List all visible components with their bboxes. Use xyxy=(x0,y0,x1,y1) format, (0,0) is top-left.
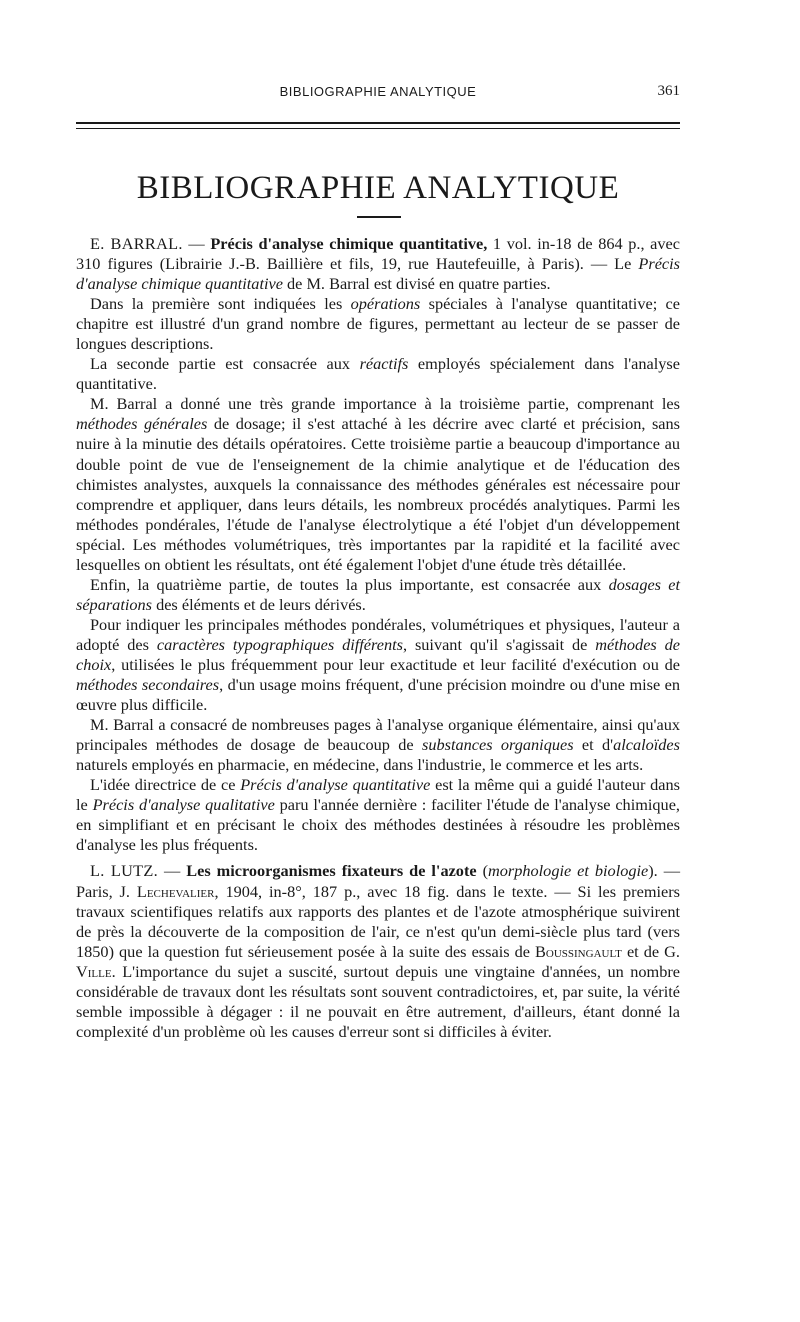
text-run: , suivant qu'il s'agissait de xyxy=(402,634,596,654)
text-run: paru l'année dernière : faciliter l'étude de l'analyse chimique, en simplifiant et en précisant le choix des méthodes destinées à résoudre les problèmes d'analyse les plus fréquents. xyxy=(76,795,680,855)
entry-details-end: de M. Barral est divisé en quatre parties. xyxy=(282,274,551,294)
italic-run: dosages et séparations xyxy=(76,574,681,614)
paragraph-first-part xyxy=(76,294,680,354)
text-run: M. Barral a consacré de nombreuses pages à l'analyse organique élémentaire, ainsi qu'aux principales méthodes de dosage de beaucoup de xyxy=(76,715,680,755)
section-title: BIBLIOGRAPHIE ANALYTIQUE xyxy=(136,170,620,206)
text-run: , 1904, in-8°, 187 p., avec 18 fig. dans le texte. — Si les premiers travaux scientifiques relatifs aux rapports des plantes et de l'azote atmosphérique suivirent de près la découverte de la composition de l'air, ce n'est qu'un demi-siècle plus tard (vers 1850) que la question fut sérieusement posée à la suite des essais de xyxy=(76,881,681,961)
title-underline xyxy=(357,216,401,218)
text-run: L'idée directrice de ce xyxy=(90,775,241,795)
italic-run: réactifs xyxy=(359,354,409,374)
person-name: Ville xyxy=(76,961,112,981)
running-header xyxy=(76,80,680,104)
text-run: et de G. xyxy=(621,941,680,961)
italic-run: Précis d'analyse qualitative xyxy=(92,795,275,815)
text-run: ). — Paris, J. xyxy=(76,861,681,901)
text-run: spéciales à l'analyse quantitative; ce chapitre est illustré d'un grand nombre de figures, permettant au lecteur de se passer de longues descriptions. xyxy=(76,294,680,354)
text-run: est la même qui a guidé l'auteur dans le xyxy=(76,775,680,815)
header-rule-thin xyxy=(76,128,680,129)
text-run: La seconde partie est consacrée aux xyxy=(90,354,360,374)
text-run: employés spécialement dans l'analyse quantitative. xyxy=(76,354,680,394)
entry-details: 1 vol. in-18 de 864 p., avec 310 figures (Librairie J.-B. Baillière et fils, 19, rue Hautefeuille, à Paris). — Le xyxy=(76,234,681,274)
paragraph-organic-analysis xyxy=(76,715,680,775)
italic-run: caractères typographiques différents xyxy=(156,634,403,654)
text-run: . L'importance du sujet a suscité, surtout depuis une vingtaine d'années, un nombre considérable de travaux dont les résultats sont souvent contradictoires, et, par suite, la vérité semble impossible à dégager : il ne pouvait en être autrement, d'ailleurs, étant donné la complexité d'un problème où les causes d'erreur sont si difficiles à éviter. xyxy=(76,961,680,1041)
article-body xyxy=(76,234,680,1042)
entry-lutz: L. LUTZ. — Les microorganismes fixateurs de l'azote (morphologie et biologie). — Paris, J. Lechevalier, 1904, in-8°, 187 p., avec 18 fig. dans le texte. — Si les premiers travaux scientifiques relatifs aux rapports des plantes et de l'azote atmosphérique suivirent de près la découverte de la composition de l'air, ce n'est qu'un demi-siècle plus tard (vers 1850) que la question fut sérieusement posée à la suite des essais de Boussingault et de G. Ville. L'importance du sujet a suscité, surtout depuis une vingtaine d'années, un nombre considérable de travaux dont les résultats sont souvent contradictoires, et, par suite, la vérité semble impossible à dégager : il ne pouvait en être autrement, d'ailleurs, étant donné la complexité d'un problème où les causes d'erreur sont si difficiles à éviter. xyxy=(76,861,681,1041)
text-run: naturels employés en pharmacie, en médecine, dans l'industrie, le commerce et les arts. xyxy=(76,755,644,775)
person-name: Boussingault xyxy=(535,941,622,961)
italic-run: opérations xyxy=(350,294,421,314)
page-number: 361 xyxy=(657,83,680,99)
italic-run: morphologie et biologie xyxy=(488,861,649,881)
text-run: et d' xyxy=(573,735,614,755)
entry-dash: — xyxy=(158,861,187,881)
entry-book-title: Précis d'analyse chimique quantitative, xyxy=(210,234,488,253)
text-run: Pour indiquer les principales méthodes pondérales, volumétriques et physiques, l'auteur a adopté des xyxy=(76,614,680,654)
header-rule-thick xyxy=(76,122,680,124)
paragraph-typography xyxy=(76,615,680,715)
text-run: Enfin, la quatrième partie, de toutes la plus importante, est consacrée aux xyxy=(90,574,609,594)
paragraph-third-part xyxy=(76,394,680,574)
entry-author: E. BARRAL. xyxy=(90,234,183,253)
italic-run: méthodes générales xyxy=(76,414,208,434)
italic-run: méthodes secondaires xyxy=(76,675,220,695)
entry-title-italic: Précis d'analyse chimique quantitative xyxy=(76,254,680,294)
text-run: , utilisées le plus fréquemment pour leur exactitude et leur facilité d'exécution ou de xyxy=(111,654,680,674)
text-run: , d'un usage moins fréquent, d'une précision moindre ou d'une mise en œuvre plus difficile. xyxy=(76,675,681,715)
publisher-name: Lechevalier xyxy=(136,881,215,901)
italic-run: méthodes de choix xyxy=(76,634,681,674)
text-run: des éléments et de leurs dérivés. xyxy=(152,594,366,614)
paragraph-guiding-idea xyxy=(76,775,680,855)
italic-run: substances organiques xyxy=(421,735,574,755)
paragraph-second-part xyxy=(76,354,680,394)
italic-run: Précis d'analyse quantitative xyxy=(240,775,431,795)
text-run: de dosage; il s'est attaché à les décrire avec clarté et précision, sans nuire à la minutie des détails opératoires. Cette troisième partie a beaucoup d'importance au double point de vue de l'enseignement de la chimie analytique et de l'éducation des chimistes analystes, auxquels la connaissance des méthodes générales est nécessaire pour comprendre et appliquer, dans leurs détails, les nombreux procédés analytiques. Parmi les méthodes pondérales, l'étude de l'analyse électrolytique a été l'objet d'un développement spécial. Les méthodes volumétriques, très importantes par la rapidité et la facilité avec lesquelles on obtient les résultats, ont été également l'objet d'une étude très détaillée. xyxy=(76,414,680,574)
italic-run: alcaloïdes xyxy=(613,735,680,755)
text-run: Dans la première sont indiquées les xyxy=(90,294,351,314)
paragraph-fourth-part xyxy=(76,575,680,615)
entry-author: L. LUTZ. xyxy=(90,861,159,881)
text-run: M. Barral a donné une très grande importance à la troisième partie, comprenant les xyxy=(90,394,680,414)
entry-dash: — xyxy=(182,234,211,253)
running-title: BIBLIOGRAPHIE ANALYTIQUE xyxy=(279,84,477,99)
entry-barral-intro xyxy=(76,234,680,294)
entry-book-title: Les microorganismes fixateurs de l'azote xyxy=(186,861,477,881)
